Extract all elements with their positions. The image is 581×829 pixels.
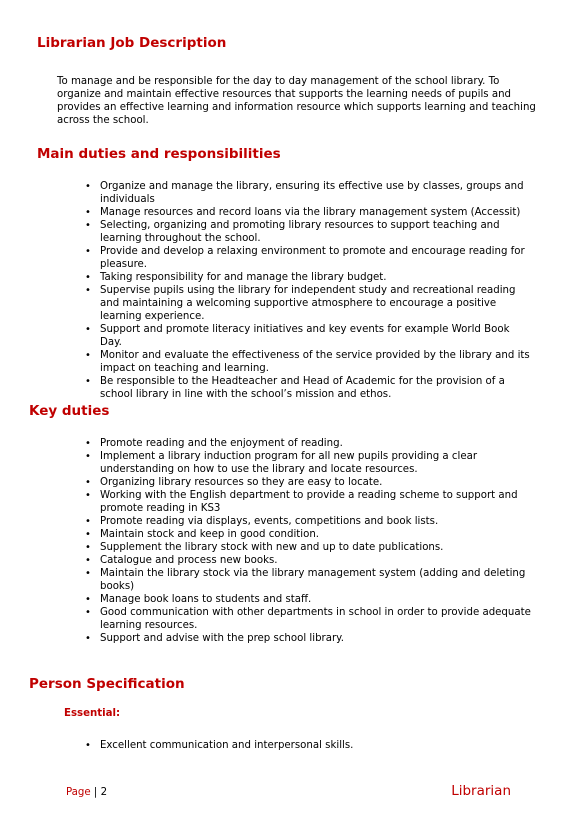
page-number-footer (66, 786, 107, 799)
bullet-icon: • (85, 607, 91, 618)
bullet-icon: • (85, 207, 91, 218)
list-item (85, 632, 532, 645)
list-item (85, 180, 532, 206)
bullet-icon: • (85, 568, 91, 579)
list-item (85, 567, 532, 593)
bullet-icon: • (85, 324, 91, 335)
person-spec-heading: Person Specification (29, 676, 185, 692)
list-item-text: Catalogue and process new books. (100, 555, 278, 566)
list-item (85, 284, 532, 323)
footer-title: Librarian (451, 783, 511, 799)
list-item-text: Manage book loans to students and staff. (100, 594, 312, 605)
list-item-text: Implement a library induction program for all new pupils providing a clear understanding on how to use the library and locate resources. (100, 451, 478, 475)
list-item (85, 541, 532, 554)
bullet-icon: • (85, 246, 91, 257)
bullet-icon: • (85, 376, 91, 387)
bullet-icon: • (85, 555, 91, 566)
list-item (85, 489, 532, 515)
bullet-icon: • (85, 272, 91, 283)
list-item-text: Support and advise with the prep school library. (100, 633, 344, 644)
list-item (85, 375, 532, 401)
list-item-text: Manage resources and record loans via the library management system (Accessit) (100, 207, 521, 218)
main-duties-heading: Main duties and responsibilities (37, 146, 281, 162)
list-item-text: Maintain stock and keep in good condition. (100, 529, 320, 540)
page-number: 2 (100, 787, 108, 798)
main-duties-list (85, 180, 532, 401)
list-item-text: Maintain the library stock via the library management system (adding and deleting books) (100, 568, 526, 592)
key-duties-list (85, 437, 532, 645)
list-item (85, 437, 532, 450)
list-item-text: Be responsible to the Headteacher and Head of Academic for the provision of a school library in line with the school’s mission and ethos. (100, 376, 505, 400)
essential-list (85, 739, 532, 752)
page-title: Librarian Job Description (37, 35, 227, 51)
list-item-text: Provide and develop a relaxing environment to promote and encourage reading for pleasure. (100, 246, 525, 270)
bullet-icon: • (85, 542, 91, 553)
bullet-icon: • (85, 350, 91, 361)
list-item-text: Excellent communication and interpersonal skills. (100, 740, 354, 751)
list-item (85, 271, 532, 284)
list-item-text: Selecting, organizing and promoting library resources to support teaching and learning throughout the school. (100, 220, 500, 244)
bullet-icon: • (85, 740, 91, 751)
list-item (85, 606, 532, 632)
list-item-text: Monitor and evaluate the effectiveness of the service provided by the library and its impact on teaching and learning. (100, 350, 530, 374)
intro-paragraph: To manage and be responsible for the day to day management of the school library. To organize and maintain effective resources that supports the learning needs of pupils and provides an effective learning and information resource which supports learning and teaching across the school. (57, 76, 536, 126)
list-item-text: Support and promote literacy initiatives and key events for example World Book Day. (100, 324, 510, 348)
list-item-text: Promote reading via displays, events, competitions and book lists. (100, 516, 439, 527)
bullet-icon: • (85, 529, 91, 540)
list-item (85, 323, 532, 349)
list-item (85, 219, 532, 245)
essential-label: Essential: (64, 708, 121, 719)
bullet-icon: • (85, 181, 91, 192)
list-item-text: Organize and manage the library, ensuring its effective use by classes, groups and individuals (100, 181, 524, 205)
page-label: Page (66, 787, 91, 798)
bullet-icon: • (85, 285, 91, 296)
list-item (85, 476, 532, 489)
list-item (85, 554, 532, 567)
list-item-text: Promote reading and the enjoyment of reading. (100, 438, 343, 449)
list-item-text: Good communication with other departments in school in order to provide adequate learning resources. (100, 607, 531, 631)
bullet-icon: • (85, 516, 91, 527)
bullet-icon: • (85, 438, 91, 449)
list-item (85, 593, 532, 606)
list-item-text: Taking responsibility for and manage the library budget. (100, 272, 387, 283)
page-separator: | (93, 787, 98, 798)
list-item-text: Supplement the library stock with new and up to date publications. (100, 542, 444, 553)
list-item (85, 245, 532, 271)
list-item (85, 528, 532, 541)
bullet-icon: • (85, 451, 91, 462)
bullet-icon: • (85, 594, 91, 605)
bullet-icon: • (85, 477, 91, 488)
list-item-text: Supervise pupils using the library for independent study and recreational reading and maintaining a welcoming supportive atmosphere to encourage a positive learning experience. (100, 285, 516, 322)
list-item (85, 349, 532, 375)
bullet-icon: • (85, 220, 91, 231)
list-item (85, 515, 532, 528)
list-item (85, 739, 532, 752)
list-item-text: Organizing library resources so they are easy to locate. (100, 477, 383, 488)
bullet-icon: • (85, 490, 91, 501)
key-duties-heading: Key duties (29, 403, 110, 419)
list-item-text: Working with the English department to provide a reading scheme to support and promote reading in KS3 (100, 490, 518, 514)
list-item (85, 450, 532, 476)
bullet-icon: • (85, 633, 91, 644)
list-item (85, 206, 532, 219)
